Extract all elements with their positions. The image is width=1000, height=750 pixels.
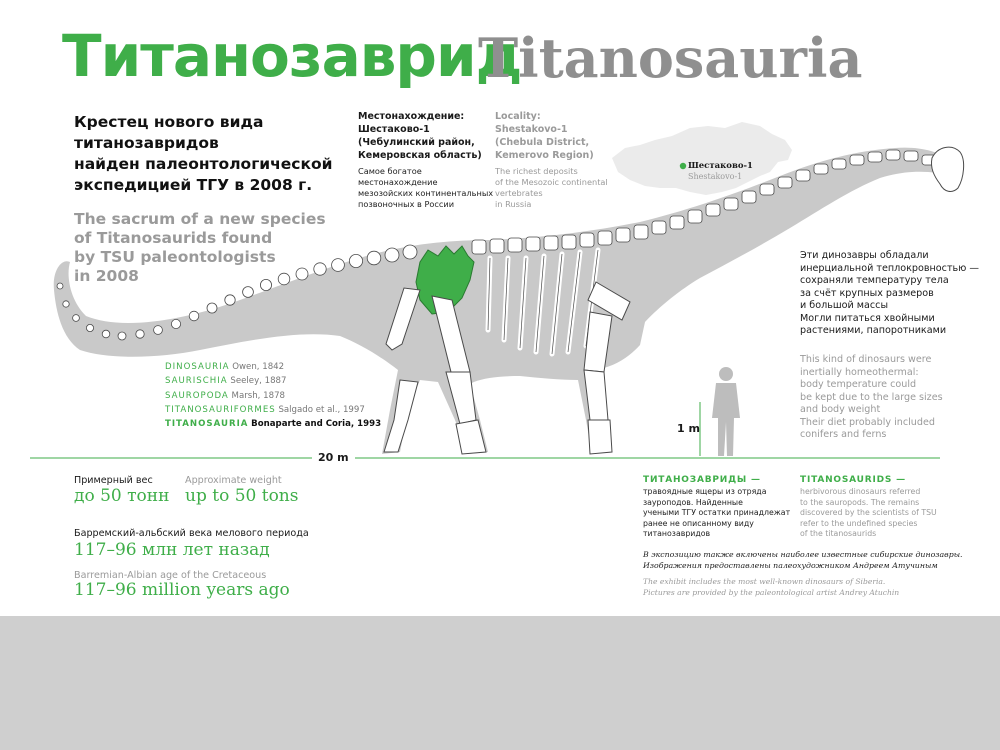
exhibit-note-russian: В экспозицию также включены наиболее известные сибирские динозавры. Изображения предоставлены палеохудожником Андреем Атучиным (643, 550, 963, 570)
weight-label-english: Approximate weight (185, 475, 282, 486)
skull (931, 147, 963, 191)
locality-heading-russian: Местонахождение: Шестаково-1 (Чебулинский район, Кемеровская область) (358, 111, 482, 161)
age-value-english: 117–96 million years ago (74, 580, 290, 600)
taxonomy-row (165, 360, 381, 374)
taxon-author: Salgado et al., 1997 (278, 404, 365, 415)
age-value-russian: 117–96 млн лет назад (74, 540, 270, 560)
taxon-group: DINOSAURIA (165, 362, 230, 372)
human-scale-label: 1 m (677, 422, 700, 435)
titanosaurids-text-english: herbivorous dinosaurs referred to the sauropods. The remains discovered by the scientists of TSU refer to the undefined species of the titanosaurids (800, 487, 937, 538)
taxon-author: Bonaparte and Coria, 1993 (251, 419, 382, 430)
taxon-group: TITANOSAURIA (165, 419, 249, 430)
exhibit-note-english: The exhibit includes the most well-known dinosaurs of Siberia. Pictures are provided by the paleontological artist Andrey Atuchin (643, 577, 900, 597)
human-silhouette (712, 367, 740, 456)
taxonomy-row (165, 374, 381, 388)
locality-heading-english: Locality: Shestakovo-1 (Chebula District, Kemerovo Region) (495, 111, 594, 161)
taxon-group: SAURISCHIA (165, 376, 228, 387)
facts-russian: Эти динозавры обладали инерциальной теплокровностью — сохраняли температуру тела за счёт крупных размеров и большой массы Могли питаться хвойными растениями, папоротниками (800, 250, 979, 336)
age-label-english: Barremian-Albian age of the Cretaceous (74, 570, 267, 581)
taxonomy-row (165, 389, 381, 403)
age-label-russian: Барремский-альбский века мелового периода (74, 528, 309, 539)
lead-text-russian: Крестец нового вида титанозавридов найден палеонтологической экспедицией ТГУ в 2008 г. (74, 113, 333, 194)
title-latin: Titanosauria (478, 26, 863, 90)
taxon-author: Owen, 1842 (232, 362, 285, 372)
locality-text-russian: Самое богатое местонахождение мезозойских континентальных позвоночных в России (358, 166, 494, 209)
taxon-author: Seeley, 1887 (230, 376, 287, 387)
locality-marker (680, 163, 686, 169)
taxonomy-row (165, 417, 381, 431)
weight-value-english: up to 50 tons (185, 486, 299, 506)
length-scale-label: 20 m (312, 451, 355, 464)
map-label-russian: Шестаково-1 (688, 161, 753, 171)
taxonomy-list (165, 360, 381, 431)
taxon-author: Marsh, 1878 (231, 390, 286, 401)
floor-band (0, 616, 1000, 750)
weight-value-russian: до 50 тонн (74, 486, 170, 506)
titanosaurids-heading-russian: ТИТАНОЗАВРИДЫ — (643, 475, 761, 485)
map-label-english: Shestakovo-1 (688, 172, 743, 181)
titanosaurids-heading-english: TITANOSAURIDS — (800, 475, 906, 485)
taxonomy-row (165, 403, 381, 417)
title-russian: Титанозаврид (62, 22, 522, 90)
taxon-group: SAUROPODA (165, 390, 229, 401)
taxon-group: TITANOSAURIFORMES (165, 404, 276, 415)
locality-text-english: The richest deposits of the Mesozoic continental vertebrates in Russia (495, 166, 608, 209)
facts-english: This kind of dinosaurs were inertially homeothermal: body temperature could be kept due to the large sizes and body weight Their diet probably included conifers and ferns (800, 354, 943, 440)
weight-label-russian: Примерный вес (74, 475, 153, 486)
lead-text-english: The sacrum of a new species of Titanosaurids found by TSU paleontologists in 2008 (74, 210, 326, 285)
titanosaurids-text-russian: травоядные ящеры из отряда зауроподов. Найденные учеными ТГУ остатки принадлежат ранее не описанному виду титанозавридов (643, 487, 791, 538)
